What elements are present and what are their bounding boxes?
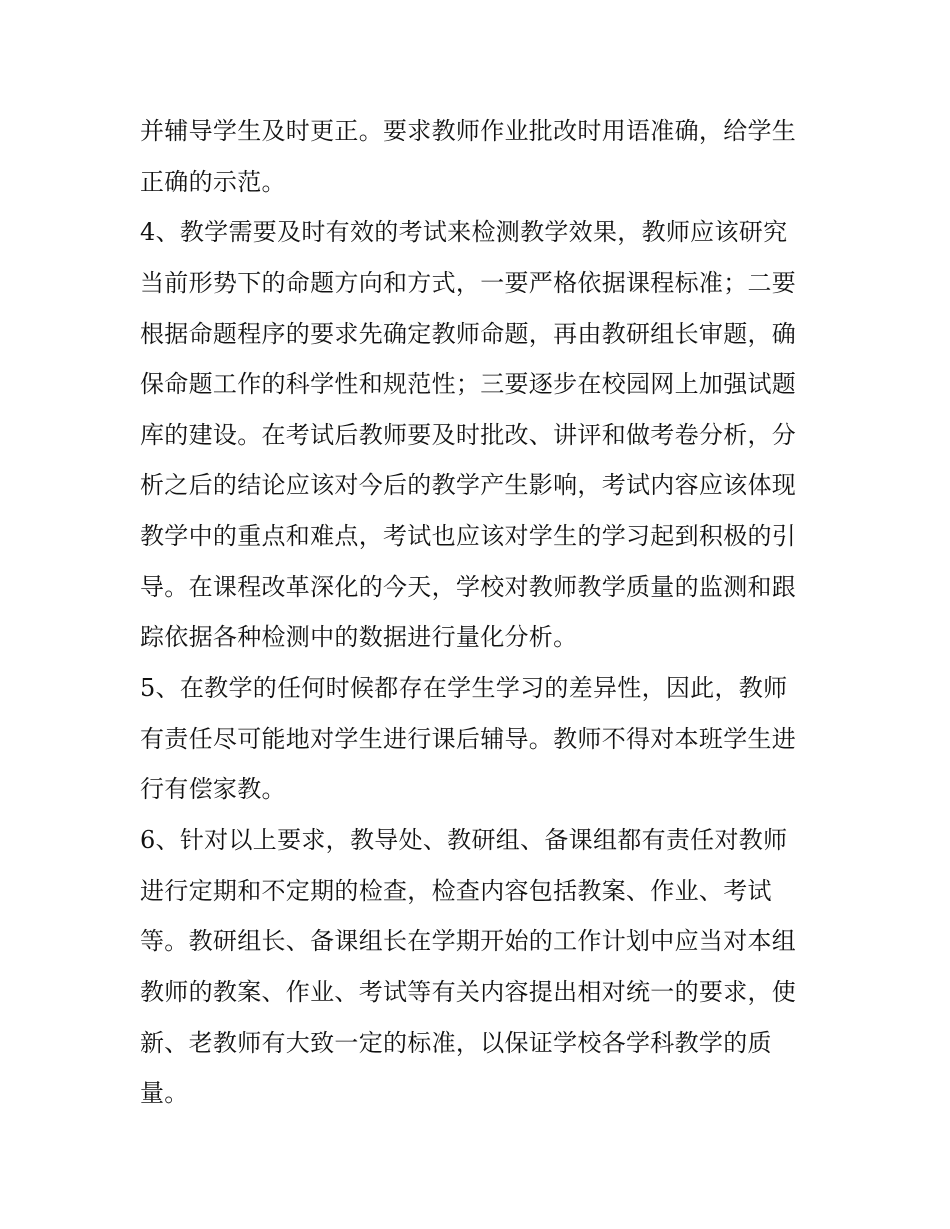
text-line: 行有偿家教。 <box>140 775 286 804</box>
text-line: 析之后的结论应该对今后的教学产生影响，考试内容应该体现 <box>140 471 797 500</box>
text-line: 4、教学需要及时有效的考试来检测教学效果，教师应该研究 <box>140 218 788 247</box>
text-line: 踪依据各种检测中的数据进行量化分析。 <box>140 623 578 652</box>
text-line: 5、在教学的任何时候都存在学生学习的差异性，因此，教师 <box>140 674 788 703</box>
text-line: 等。教研组长、备课组长在学期开始的工作计划中应当对本组 <box>140 927 797 956</box>
text-line: 教学中的重点和难点，考试也应该对学生的学习起到积极的引 <box>140 522 797 551</box>
text-line: 有责任尽可能地对学生进行课后辅导。教师不得对本班学生进 <box>140 724 797 753</box>
text-line: 新、老教师有大致一定的标准，以保证学校各学科教学的质 <box>140 1028 772 1057</box>
text-line: 库的建设。在考试后教师要及时批改、讲评和做考卷分析，分 <box>140 420 797 449</box>
text-line: 教师的教案、作业、考试等有关内容提出相对统一的要求，使 <box>140 977 797 1006</box>
document-body <box>140 106 820 1119</box>
text-line: 6、针对以上要求，教导处、教研组、备课组都有责任对教师 <box>140 825 788 854</box>
text-line: 保命题工作的科学性和规范性；三要逐步在校园网上加强试题 <box>140 370 797 399</box>
text-line: 进行定期和不定期的检查，检查内容包括教案、作业、考试 <box>140 876 772 905</box>
text-line: 当前形势下的命题方向和方式，一要严格依据课程标准；二要 <box>140 268 797 297</box>
text-line: 根据命题程序的要求先确定教师命题，再由教研组长审题，确 <box>140 319 797 348</box>
text-line: 正确的示范。 <box>140 167 286 196</box>
text-line: 导。在课程改革深化的今天，学校对教师教学质量的监测和跟 <box>140 572 797 601</box>
text-line: 并辅导学生及时更正。要求教师作业批改时用语准确，给学生 <box>140 117 797 145</box>
text-line: 量。 <box>140 1079 189 1108</box>
